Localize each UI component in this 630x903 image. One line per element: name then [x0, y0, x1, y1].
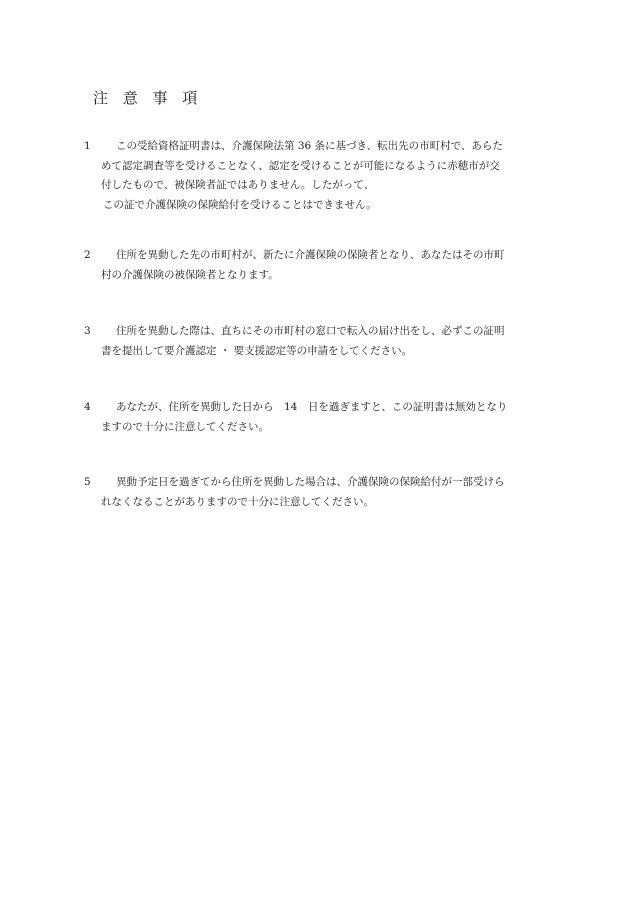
item-body: [101, 473, 554, 512]
item-line: ますので十分に注意してください。: [101, 420, 269, 433]
page-title: 注 意 事 項: [93, 89, 203, 107]
item-line: 異動予定日を過ぎてから住所を異動した場合は、介護保険の保険給付が一部受けら: [116, 476, 505, 488]
item-line: 書を提出して要介護認定 ・ 要支援認定等の申請をしてください。: [101, 344, 413, 357]
item-line: 住所を異動した先の市町村が、新たに介護保険の保険者となり、あなたはその市町: [116, 249, 505, 261]
item-line: あなたが、住所を異動した日から 14 日を過ぎますと、この証明書は無効となり: [116, 401, 508, 413]
item-body: [101, 137, 554, 215]
notice-item-1: [84, 137, 554, 215]
item-line: れなくなることがありますので十分に注意してください。: [101, 495, 374, 508]
item-line: めて認定調査等を受けることなく、認定を受けることが可能になるように赤穂市が交: [101, 159, 500, 172]
item-number: 2: [84, 249, 91, 261]
item-number: 3: [84, 325, 91, 337]
notice-item-3: [84, 322, 554, 361]
item-line: 村の介護保険の被保険者となります。: [101, 268, 279, 281]
item-line: 住所を異動した際は、直ちにその市町村の窓口で転入の届け出をし、必ずこの証明: [116, 325, 505, 337]
item-number: 1: [84, 140, 91, 152]
item-body: [101, 246, 554, 285]
notice-item-2: [84, 246, 554, 285]
item-body: [101, 322, 554, 361]
item-body: [101, 398, 554, 437]
notice-item-4: [84, 398, 554, 437]
item-line: この証で介護保険の保険給付を受けることはできません。: [103, 198, 377, 211]
item-number: 5: [84, 476, 91, 488]
notice-item-5: [84, 473, 554, 512]
item-number: 4: [84, 401, 91, 413]
item-line: この受給資格証明書は、介護保険法第 36 条に基づき、転出先の市町村で、あらた: [116, 140, 503, 152]
item-line: 付したもので、被保険者証ではありません。したがって、: [101, 179, 375, 191]
